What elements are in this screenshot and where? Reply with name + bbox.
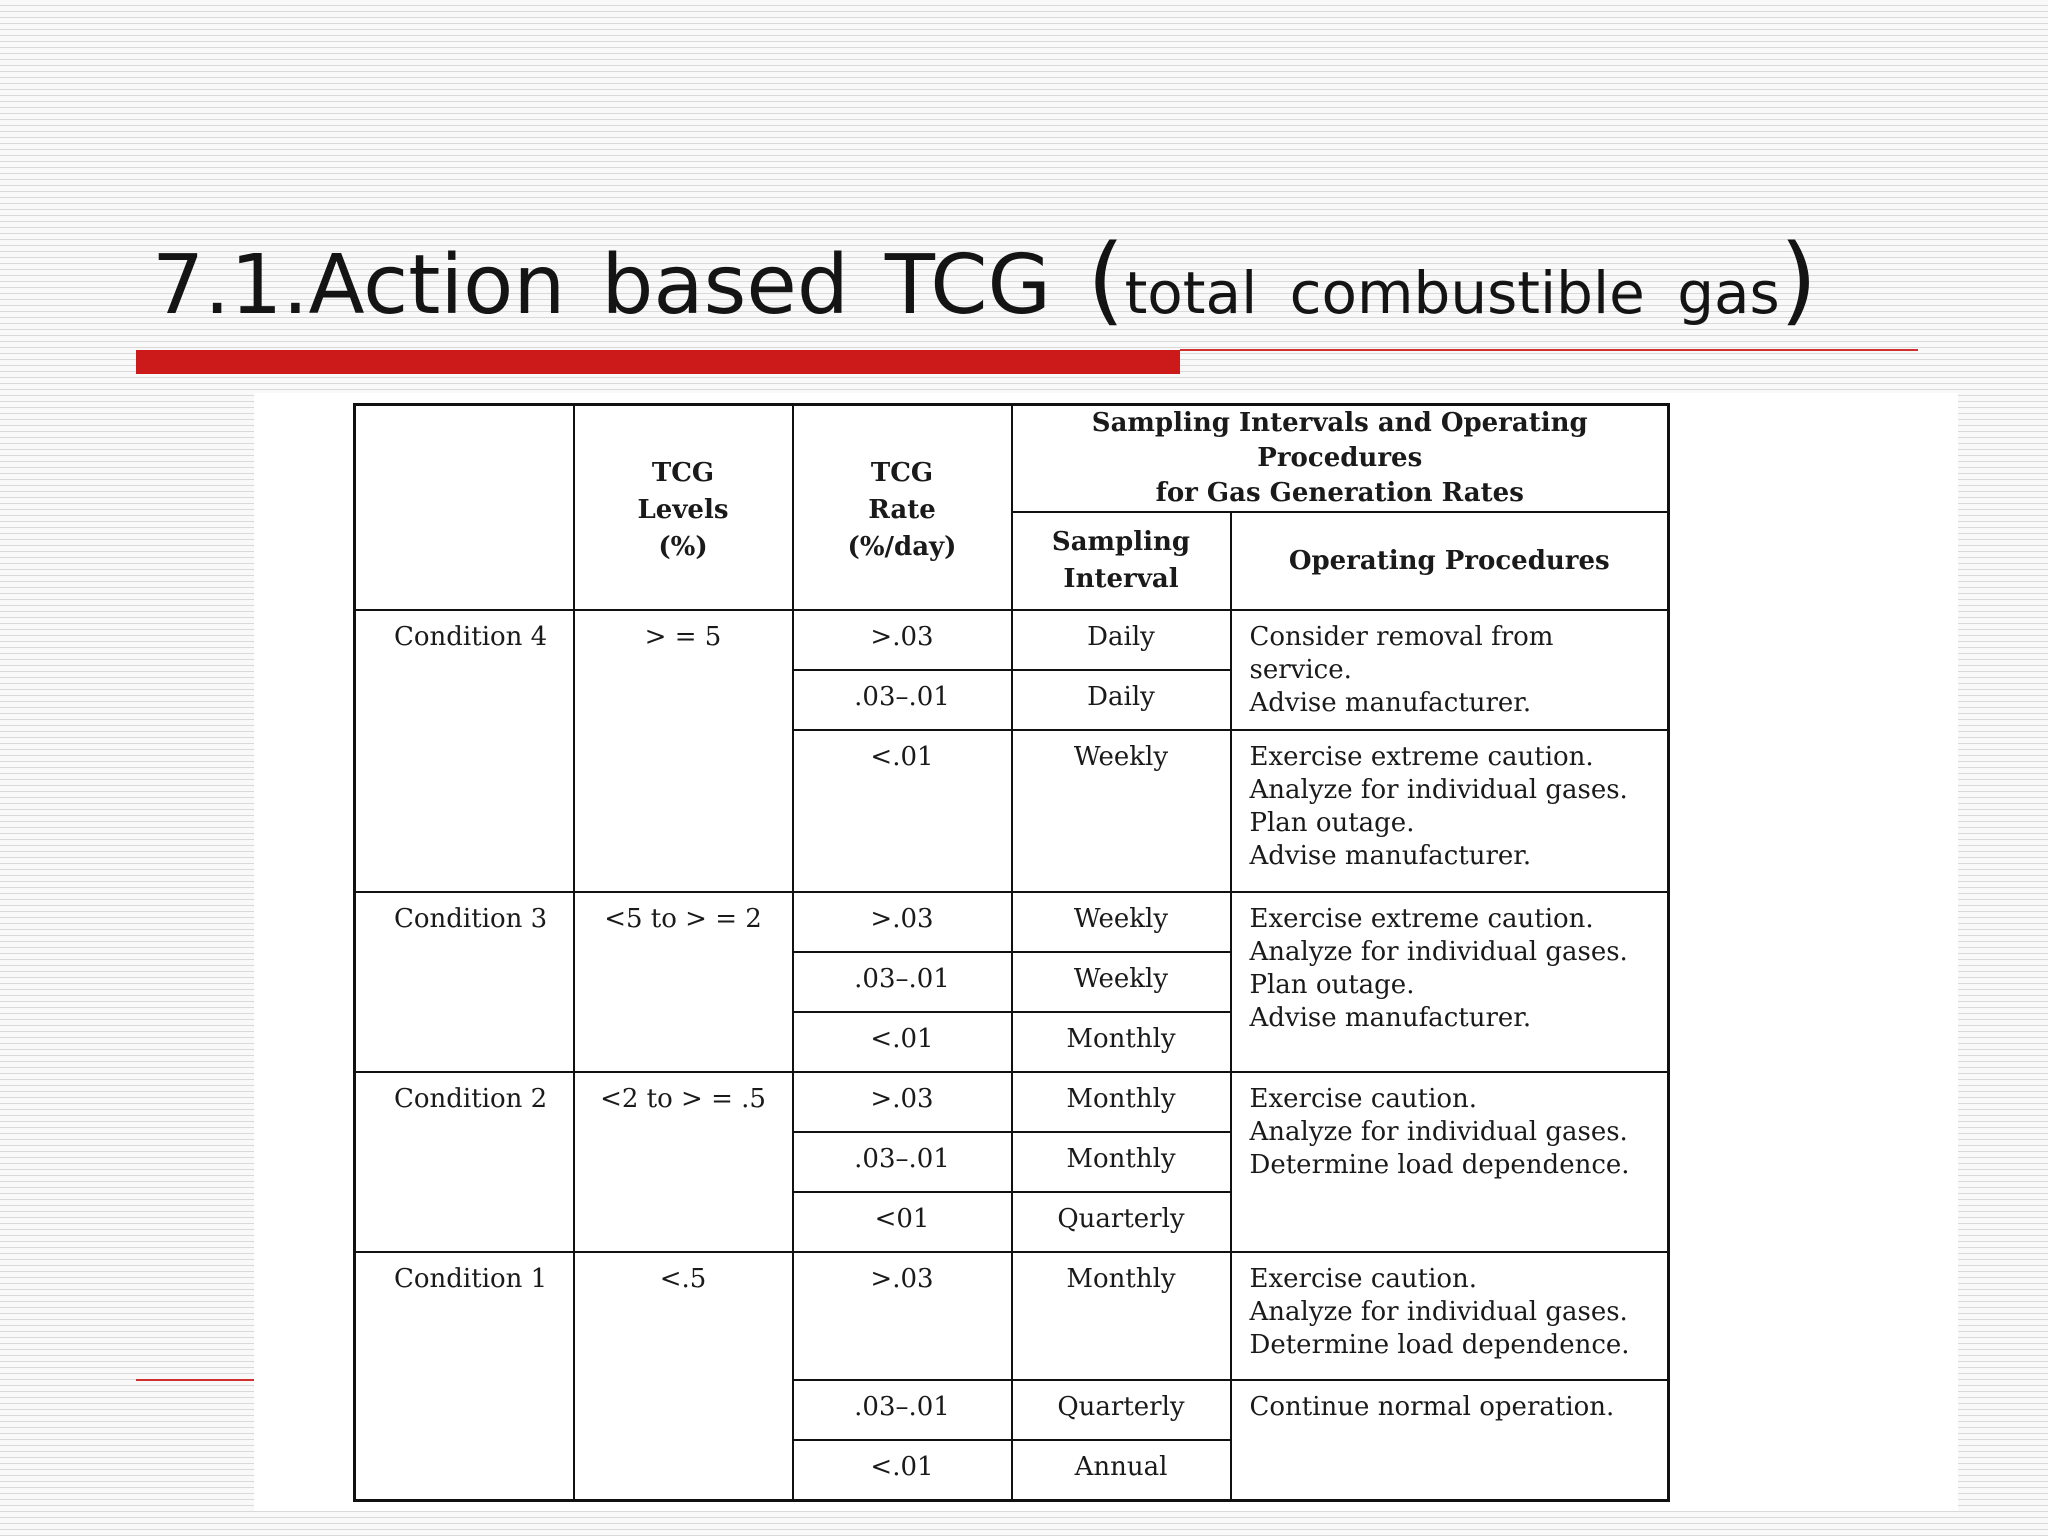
table-row bbox=[355, 610, 1669, 670]
tcg-rate: >.03 bbox=[793, 892, 1012, 952]
procedure-line: Exercise caution. bbox=[1249, 1264, 1478, 1294]
header-group-line: for Gas Generation Rates bbox=[1155, 478, 1524, 508]
title-underline-bar bbox=[136, 350, 1180, 374]
tcg-rate: >.03 bbox=[793, 1252, 1012, 1380]
sampling-interval: Weekly bbox=[1012, 952, 1231, 1012]
sampling-interval: Weekly bbox=[1012, 892, 1231, 952]
procedure-line: Plan outage. bbox=[1249, 808, 1415, 838]
header-tcg-levels bbox=[574, 405, 793, 611]
procedure-line: Analyze for individual gases. bbox=[1249, 775, 1628, 805]
operating-procedure bbox=[1231, 1380, 1669, 1500]
tcg-rate: .03–.01 bbox=[793, 1380, 1012, 1440]
condition-label: Condition 1 bbox=[355, 1252, 574, 1500]
procedure-line: Advise manufacturer. bbox=[1249, 1003, 1532, 1033]
slide-title bbox=[152, 224, 1818, 336]
header-tcg-levels-line: (%) bbox=[658, 532, 708, 562]
procedure-line: Consider removal from service. bbox=[1249, 622, 1554, 685]
header-sampling-group bbox=[1012, 405, 1669, 513]
header-tcg-levels-line: Levels bbox=[637, 495, 729, 525]
slide-title-subtitle: total combustible gas bbox=[1124, 259, 1780, 327]
title-underline-rule bbox=[1180, 349, 1918, 351]
procedure-line: Advise manufacturer. bbox=[1249, 841, 1532, 871]
operating-procedure bbox=[1231, 892, 1669, 1072]
tcg-level: <.5 bbox=[574, 1252, 793, 1500]
header-tcg-rate-line: (%/day) bbox=[847, 532, 957, 562]
tcg-level: <5 to > = 2 bbox=[574, 892, 793, 1072]
sampling-interval: Quarterly bbox=[1012, 1380, 1231, 1440]
header-tcg-levels-line: TCG bbox=[651, 458, 715, 488]
header-sampling-interval bbox=[1012, 512, 1231, 610]
tcg-rate: >.03 bbox=[793, 610, 1012, 670]
tcg-rate: .03–.01 bbox=[793, 1132, 1012, 1192]
tcg-rate: >.03 bbox=[793, 1072, 1012, 1132]
header-sampling-interval-line: Sampling bbox=[1051, 527, 1191, 557]
tcg-action-table bbox=[353, 403, 1670, 1502]
sampling-interval: Monthly bbox=[1012, 1132, 1231, 1192]
condition-label: Condition 3 bbox=[355, 892, 574, 1072]
sampling-interval: Annual bbox=[1012, 1440, 1231, 1500]
operating-procedure bbox=[1231, 1252, 1669, 1380]
slide-title-close-paren: ) bbox=[1779, 224, 1818, 336]
tcg-rate: .03–.01 bbox=[793, 952, 1012, 1012]
header-tcg-rate-line: Rate bbox=[868, 495, 936, 525]
table-row bbox=[355, 1252, 1669, 1380]
sampling-interval: Daily bbox=[1012, 670, 1231, 730]
sampling-interval: Daily bbox=[1012, 610, 1231, 670]
header-sampling-interval-line: Interval bbox=[1063, 564, 1179, 594]
sampling-interval: Monthly bbox=[1012, 1012, 1231, 1072]
table-row bbox=[355, 892, 1669, 952]
procedure-line: Advise manufacturer. bbox=[1249, 688, 1532, 718]
tcg-level: > = 5 bbox=[574, 610, 793, 892]
procedure-line: Continue normal operation. bbox=[1249, 1392, 1615, 1422]
lower-accent-rule bbox=[136, 1379, 254, 1381]
sampling-interval: Monthly bbox=[1012, 1072, 1231, 1132]
tcg-rate: <01 bbox=[793, 1192, 1012, 1252]
slide-title-open-paren: ( bbox=[1087, 224, 1125, 336]
tcg-level: <2 to > = .5 bbox=[574, 1072, 793, 1252]
procedure-line: Plan outage. bbox=[1249, 970, 1415, 1000]
table-panel bbox=[254, 393, 1958, 1511]
procedure-line: Analyze for individual gases. bbox=[1249, 1117, 1628, 1147]
header-operating-procedures: Operating Procedures bbox=[1231, 512, 1669, 610]
condition-label: Condition 4 bbox=[355, 610, 574, 892]
header-tcg-rate-line: TCG bbox=[870, 458, 934, 488]
header-group-line: Sampling Intervals and Operating Procedures bbox=[1091, 408, 1588, 473]
header-empty-corner bbox=[355, 405, 574, 611]
slide-title-main: 7.1.Action based TCG bbox=[152, 238, 1052, 333]
header-tcg-rate bbox=[793, 405, 1012, 611]
procedure-line: Determine load dependence. bbox=[1249, 1330, 1630, 1360]
procedure-line: Analyze for individual gases. bbox=[1249, 937, 1628, 967]
procedure-line: Analyze for individual gases. bbox=[1249, 1297, 1628, 1327]
sampling-interval: Monthly bbox=[1012, 1252, 1231, 1380]
procedure-line: Exercise caution. bbox=[1249, 1084, 1478, 1114]
procedure-line: Exercise extreme caution. bbox=[1249, 904, 1594, 934]
sampling-interval: Weekly bbox=[1012, 730, 1231, 892]
operating-procedure bbox=[1231, 730, 1669, 892]
condition-label: Condition 2 bbox=[355, 1072, 574, 1252]
tcg-rate: .03–.01 bbox=[793, 670, 1012, 730]
procedure-line: Exercise extreme caution. bbox=[1249, 742, 1594, 772]
sampling-interval: Quarterly bbox=[1012, 1192, 1231, 1252]
tcg-rate: <.01 bbox=[793, 1440, 1012, 1500]
tcg-rate: <.01 bbox=[793, 1012, 1012, 1072]
tcg-rate: <.01 bbox=[793, 730, 1012, 892]
procedure-line: Determine load dependence. bbox=[1249, 1150, 1630, 1180]
table-row bbox=[355, 1072, 1669, 1132]
operating-procedure bbox=[1231, 1072, 1669, 1252]
operating-procedure bbox=[1231, 610, 1669, 730]
